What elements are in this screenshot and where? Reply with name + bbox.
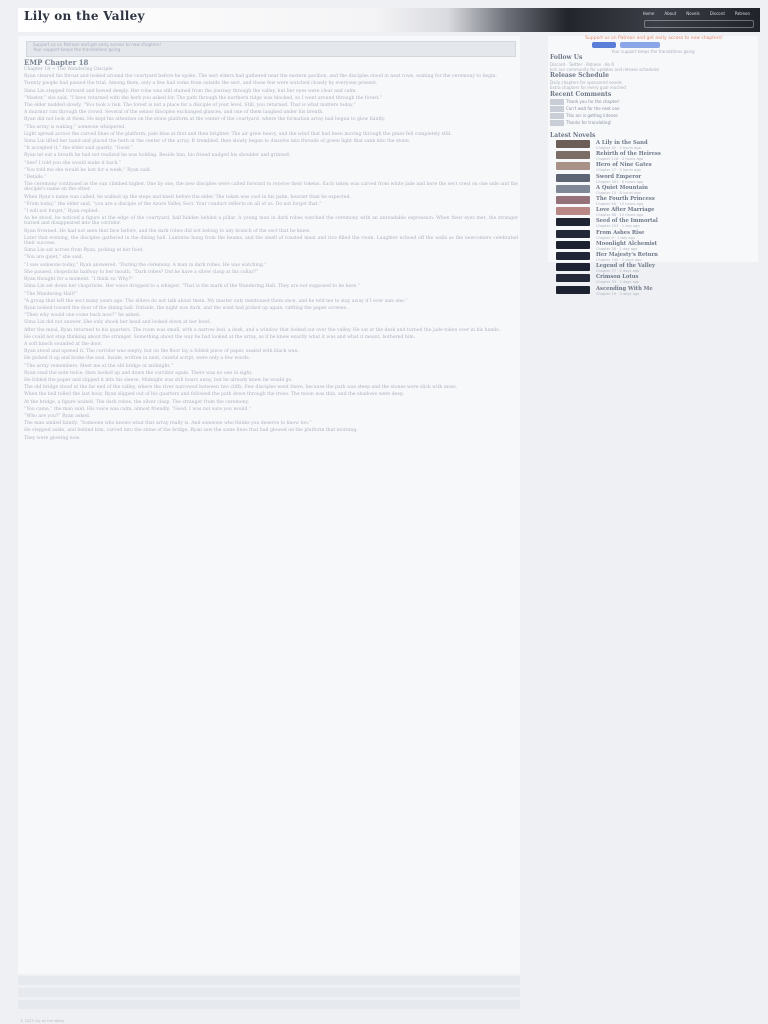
latest-novel-item[interactable] bbox=[552, 162, 756, 173]
novel-update-meta: Chapter 19 · 3 days ago bbox=[596, 291, 640, 296]
chapter-paragraph: Ryan cleared his throat and looked around the courtyard before he spoke. The sect elders had gathered near the eastern pavilion, and the disciples stood in neat rows, waiting for the ceremony to begin. bbox=[24, 74, 497, 80]
novel-update-meta: Chapter 42 · 2 hours ago bbox=[596, 146, 641, 150]
novel-update-meta: Chapter 301 · 6 hours ago bbox=[596, 179, 644, 184]
chapter-paragraph: “The array is waking,” someone whispered. bbox=[24, 124, 126, 130]
chapter-paragraph: He stepped aside, and behind him, carved into the stone of the bridge, Ryan saw the same lines that had glowed on the platform that morning. bbox=[24, 428, 358, 434]
latest-novel-item[interactable] bbox=[552, 174, 756, 185]
chapter-paragraph: He picked it up and broke the seal. Inside, written in neat, careful script, were only a few words. bbox=[24, 356, 251, 362]
site-header bbox=[18, 8, 760, 32]
chapter-paragraph: After the meal, Ryan returned to his quarters. The room was small, with a narrow bed, a desk, and a window that looked out over the valley. He sat at the desk and turned the jade token over in his hands. bbox=[24, 327, 501, 333]
chapter-body bbox=[24, 67, 518, 945]
avatar bbox=[550, 120, 564, 126]
latest-novel-item[interactable] bbox=[552, 207, 756, 218]
follow-line: Join our community for updates and release schedules bbox=[550, 67, 660, 72]
novel-cover-thumbnail[interactable] bbox=[556, 230, 590, 238]
recent-comment-text: Can't wait for the next one bbox=[566, 106, 620, 111]
novel-cover-thumbnail[interactable] bbox=[556, 252, 590, 260]
latest-novel-item[interactable] bbox=[552, 230, 756, 241]
chapter-paragraph: When Ryan's name was called, he walked up the steps and knelt before the elder. The token was cool in his palm, heavier than he expected. bbox=[24, 194, 351, 200]
chapter-paragraph: “Who are you?” Ryan asked. bbox=[24, 413, 91, 419]
chapter-paragraph: Sima Lin did not answer. She only shook her head and looked down at her bowl. bbox=[24, 320, 212, 326]
chapter-paragraph: Ryan stood and opened it. The corridor was empty, but on the floor lay a folded piece of paper, sealed with black wax. bbox=[24, 349, 299, 355]
novel-title-link[interactable]: A Lily in the Sand bbox=[596, 140, 648, 146]
chapter-paragraph: The old bridge stood at the far end of the valley, where the river narrowed between two cliffs. Few disciples went there, because the path was steep and the stones were slick with moss. bbox=[24, 385, 458, 391]
recent-comment-item[interactable] bbox=[550, 120, 756, 127]
chapter-paragraph: Later that evening, the disciples gathered in the dining hall. Lanterns hung from the beams, and the smell of roasted meat and rice filled the room. Laughter echoed off the walls as the newcomers celebrated their success. bbox=[24, 235, 518, 247]
chapter-paragraph: “You came,” the man said. His voice was calm, almost friendly. “Good. I was not sure you would.” bbox=[24, 406, 252, 412]
recent-comment-item[interactable] bbox=[550, 99, 756, 106]
latest-novel-item[interactable] bbox=[552, 274, 756, 285]
chapter-paragraph: When the bell tolled the last hour, Ryan slipped out of his quarters and followed the path down through the trees. The moon was thin, and the shadows were deep. bbox=[24, 392, 405, 398]
chapter-paragraph: Sima Lin set down her chopsticks. Her voice dropped to a whisper. “That is the mark of the Wandering Hall. They are not supposed to be here.” bbox=[24, 284, 360, 290]
novel-update-meta: Chapter 88 · 12 hours ago bbox=[596, 213, 644, 218]
chapter-paragraph: “You told me she would be lost for a week,” Ryan said. bbox=[24, 167, 152, 173]
novel-update-meta: Chapter 203 · 1 day ago bbox=[596, 224, 640, 229]
novel-cover-thumbnail[interactable] bbox=[556, 286, 590, 294]
novel-cover-thumbnail[interactable] bbox=[556, 151, 590, 159]
novel-title-link[interactable]: Ascending With Me bbox=[596, 285, 653, 292]
chapter-paragraph: “The Wandering Hall?” bbox=[24, 291, 78, 297]
chapter-paragraph: “You are quiet,” she said. bbox=[24, 255, 84, 261]
sidebar bbox=[548, 36, 758, 296]
chapter-paragraph: “The array remembers. Meet me at the old bridge at midnight.” bbox=[24, 363, 174, 369]
chapter-paragraph: “Master,” she said, “I have returned with the herb you asked for. The path through the northern ridge was blocked, so I went around through the forest.” bbox=[24, 95, 383, 101]
novel-title-link[interactable]: Moonlight Alchemist bbox=[596, 240, 657, 247]
notice-line: Your support keeps the translations going bbox=[33, 46, 121, 52]
chapter-paragraph: “It accepted it,” the elder said quietly. “Good.” bbox=[24, 146, 133, 152]
novel-title-link[interactable]: A Quiet Mountain bbox=[596, 184, 648, 191]
chapter-paragraph: Chapter 18 ~ The Wandering Disciple bbox=[24, 67, 113, 72]
latest-novel-item[interactable] bbox=[552, 196, 756, 207]
chapter-paragraph: He folded the paper and slipped it into his sleeve. Midnight was still hours away, but he already knew he would go. bbox=[24, 377, 293, 383]
novel-cover-thumbnail[interactable] bbox=[556, 174, 590, 182]
recent-comment-item[interactable] bbox=[550, 113, 756, 120]
novel-title-link[interactable]: From Ashes Rise bbox=[596, 229, 645, 236]
recent-comment-text: This arc is getting intense bbox=[566, 113, 618, 118]
novel-update-meta: Chapter 64 · 10 hours ago bbox=[596, 202, 644, 206]
novel-title-link[interactable]: Legend of the Valley bbox=[596, 263, 656, 270]
novel-update-meta: Chapter 33 · 2 days ago bbox=[596, 280, 640, 285]
chapter-paragraph: “See? I told you she would make it back.” bbox=[24, 160, 122, 166]
donate-button[interactable] bbox=[592, 42, 616, 48]
nav-about[interactable]: About bbox=[664, 10, 677, 16]
chapter-paragraph: A soft knock sounded at the door. bbox=[24, 341, 102, 347]
chapter-paragraph: The elder nodded slowly. “You took a risk. The forest is not a place for a disciple of your level. Still, you returned. That is what matters today.” bbox=[24, 103, 356, 109]
novel-update-meta: Chapter 140 · 2 days ago bbox=[596, 258, 642, 262]
footer-copyright: © 2023 Lily on the Valley bbox=[20, 1019, 65, 1023]
avatar bbox=[550, 106, 564, 112]
chapter-paragraph: Ryan let out a breath he had not realized he was holding. Beside him, his friend nudged his shoulder and grinned. bbox=[24, 153, 291, 159]
nav-discord[interactable]: Discord bbox=[709, 10, 725, 16]
chapter-paragraph: He could not stop thinking about the stranger. Something about the way he had looked at the array, as if he knew exactly what it was and what it meant, bothered him. bbox=[24, 334, 416, 340]
novel-cover-thumbnail[interactable] bbox=[556, 218, 590, 226]
latest-novels-heading: Latest Novels bbox=[550, 132, 596, 139]
chapter-paragraph: Ryan thought for a moment. “I think so. Why?” bbox=[24, 277, 134, 283]
novel-cover-thumbnail[interactable] bbox=[556, 263, 590, 271]
avatar bbox=[550, 99, 564, 105]
notice-box bbox=[26, 41, 516, 57]
novel-cover-thumbnail[interactable] bbox=[556, 207, 590, 215]
novel-title-link[interactable]: Crimson Lotus bbox=[596, 274, 639, 281]
latest-novel-item[interactable] bbox=[552, 218, 756, 229]
novel-cover-thumbnail[interactable] bbox=[556, 241, 590, 249]
novel-title-link[interactable]: Hero of Nine Gates bbox=[596, 162, 652, 169]
chapter-paragraph: “I will not forget,” Ryan replied. bbox=[24, 209, 99, 215]
comment-input[interactable] bbox=[18, 1000, 520, 1009]
recent-comment-item[interactable] bbox=[550, 106, 756, 113]
chapter-paragraph: Light spread across the carved lines of the platform, pale blue at first and then brighter. The air grew heavy, and the wind that had been moving through the pines fell completely still. bbox=[24, 131, 452, 137]
chapter-paragraph: Ryan looked toward the door of the dining hall. Outside, the night was dark, and the wind had picked up again, rattling the paper screens. bbox=[24, 305, 348, 311]
chapter-paragraph: “A group that left the sect many years ago. The elders do not talk about them. My master only mentioned them once, and he told me to stay away if I ever saw one.” bbox=[24, 298, 408, 304]
latest-novel-item[interactable] bbox=[552, 140, 756, 151]
chapter-paragraph: “Then why would one come back now?” he asked. bbox=[24, 313, 141, 319]
latest-novel-item[interactable] bbox=[552, 185, 756, 196]
schedule-line: Daily chapters for sponsored novels bbox=[550, 80, 622, 85]
chapter-paragraph: They were glowing now. bbox=[24, 435, 81, 441]
comment-input[interactable] bbox=[18, 976, 520, 985]
donate-subtext: Your support keeps the translations going bbox=[611, 49, 695, 54]
novel-cover-thumbnail[interactable] bbox=[556, 162, 590, 170]
novel-title-link[interactable]: Sword Emperor bbox=[596, 173, 642, 180]
comments-section bbox=[18, 976, 520, 1016]
top-nav bbox=[643, 8, 750, 18]
novel-update-meta: Chapter 15 · 8 hours ago bbox=[596, 190, 641, 195]
chapter-title: EMP Chapter 18 bbox=[24, 58, 89, 67]
site-title[interactable]: Lily on the Valley bbox=[24, 9, 145, 23]
novel-cover-thumbnail[interactable] bbox=[556, 196, 590, 204]
latest-novel-item[interactable] bbox=[552, 263, 756, 274]
avatar bbox=[550, 113, 564, 119]
novel-title-link[interactable]: Seed of the Immortal bbox=[596, 218, 658, 225]
chapter-paragraph: The man smiled faintly. “Someone who knows what that array really is. And someone who thinks you deserve to know too.” bbox=[24, 421, 312, 427]
chapter-paragraph: Sima Lin lifted her hand and placed the herb at the center of the array. It trembled, then slowly began to dissolve into threads of green light that sank into the stone. bbox=[24, 139, 411, 145]
latest-novel-item[interactable] bbox=[552, 241, 756, 252]
chapter-paragraph: Ryan did not look at them. He kept his attention on the stone platform at the center of the courtyard, where the formation array had begun to glow faintly. bbox=[24, 117, 386, 123]
chapter-paragraph: “I saw someone today,” Ryan answered. “During the ceremony. A man in dark robes. He was watching.” bbox=[24, 262, 267, 268]
novel-cover-thumbnail[interactable] bbox=[556, 185, 590, 193]
chapter-paragraph: “From today,” the elder said, “you are a disciple of the Azure Valley Sect. Your conduct reflects on all of us. Do not forget that.” bbox=[24, 201, 322, 207]
novel-title-link[interactable]: The Fourth Princess bbox=[596, 196, 655, 202]
novel-title-link[interactable]: Love After Marriage bbox=[596, 207, 655, 214]
novel-cover-thumbnail[interactable] bbox=[556, 140, 590, 148]
novel-update-meta: Chapter 9 · 1 day ago bbox=[596, 235, 636, 240]
donate-text: Support us on Patreon and get early access to new chapters! bbox=[585, 36, 723, 41]
comment-input[interactable] bbox=[18, 988, 520, 997]
latest-novel-item[interactable] bbox=[552, 252, 756, 263]
follow-heading: Follow Us bbox=[550, 54, 583, 61]
novel-update-meta: Chapter 77 · 2 days ago bbox=[596, 269, 640, 274]
novel-update-meta: Chapter 27 · 5 hours ago bbox=[596, 168, 641, 173]
chapter-paragraph: Sima Lin sat across from Ryan, picking at her food. bbox=[24, 248, 144, 254]
chapter-paragraph: Sima Lin stepped forward and bowed deeply. Her robe was still stained from the journey through the valley, but her eyes were clear and calm. bbox=[24, 88, 357, 94]
notice-line: Support us on Patreon and get early access to new chapters! bbox=[33, 42, 162, 47]
chapter-paragraph: At the bridge, a figure waited. The dark robes, the silver clasp. The stranger from the ceremony. bbox=[24, 399, 250, 405]
novel-title-link[interactable]: Her Majesty's Return bbox=[596, 252, 658, 258]
novel-cover-thumbnail[interactable] bbox=[556, 274, 590, 282]
nav-novels[interactable]: Novels bbox=[686, 10, 700, 16]
novel-title-link[interactable]: Rebirth of the Heiress bbox=[596, 151, 661, 158]
chapter-paragraph: Ryan read the note twice, then looked up and down the corridor again. There was no one in sight. bbox=[24, 370, 253, 376]
patreon-button[interactable] bbox=[620, 42, 660, 48]
schedule-heading: Release Schedule bbox=[550, 72, 609, 79]
latest-novel-item[interactable] bbox=[552, 286, 756, 297]
main-content bbox=[18, 36, 520, 974]
novel-update-meta: Chapter 118 · 3 hours ago bbox=[596, 157, 644, 162]
chapter-paragraph: The ceremony continued as the sun climbed higher. One by one, the new disciples were called forward to receive their tokens. Each token was carved from white jade and bore the sect crest on one side and the disciple's name on the other. bbox=[24, 182, 518, 193]
chapter-paragraph: Twenty people had passed the trial. Among them, only a few had come from outside the sect, and those few were watched closely by everyone present. bbox=[24, 81, 378, 87]
search-input[interactable] bbox=[644, 20, 754, 28]
chapter-paragraph: Ryan frowned. He had not seen that face before, and the dark robes did not belong to any branch of the sect that he knew. bbox=[24, 228, 311, 234]
follow-line[interactable]: Discord · Twitter · Patreon · Ko-fi bbox=[550, 62, 615, 67]
recent-comments-heading: Recent Comments bbox=[550, 91, 612, 98]
schedule-line: Extra chapters for every goal reached bbox=[550, 85, 626, 90]
recent-comment-text: Thanks for translating! bbox=[566, 120, 612, 125]
recent-comment-text: Thank you for the chapter! bbox=[566, 99, 620, 104]
nav-patreon[interactable]: Patreon bbox=[734, 10, 750, 16]
chapter-paragraph: She paused, chopsticks halfway to her mouth. “Dark robes? Did he have a silver clasp at his collar?” bbox=[24, 269, 259, 275]
novel-update-meta: Chapter 56 · 1 day ago bbox=[596, 246, 638, 251]
latest-novel-item[interactable] bbox=[552, 151, 756, 162]
chapter-paragraph: As he stood, he noticed a figure at the edge of the courtyard, half hidden behind a pillar. A young man in dark robes watched the ceremony with an unreadable expression. When their eyes met, the stranger turned and disappeared into the corridor. bbox=[24, 216, 518, 227]
chapter-paragraph: A murmur ran through the crowd. Several of the senior disciples exchanged glances, and one of them laughed under his breath. bbox=[24, 110, 324, 116]
nav-home[interactable]: Home bbox=[642, 10, 655, 16]
chapter-paragraph: “Details.” bbox=[24, 175, 47, 181]
